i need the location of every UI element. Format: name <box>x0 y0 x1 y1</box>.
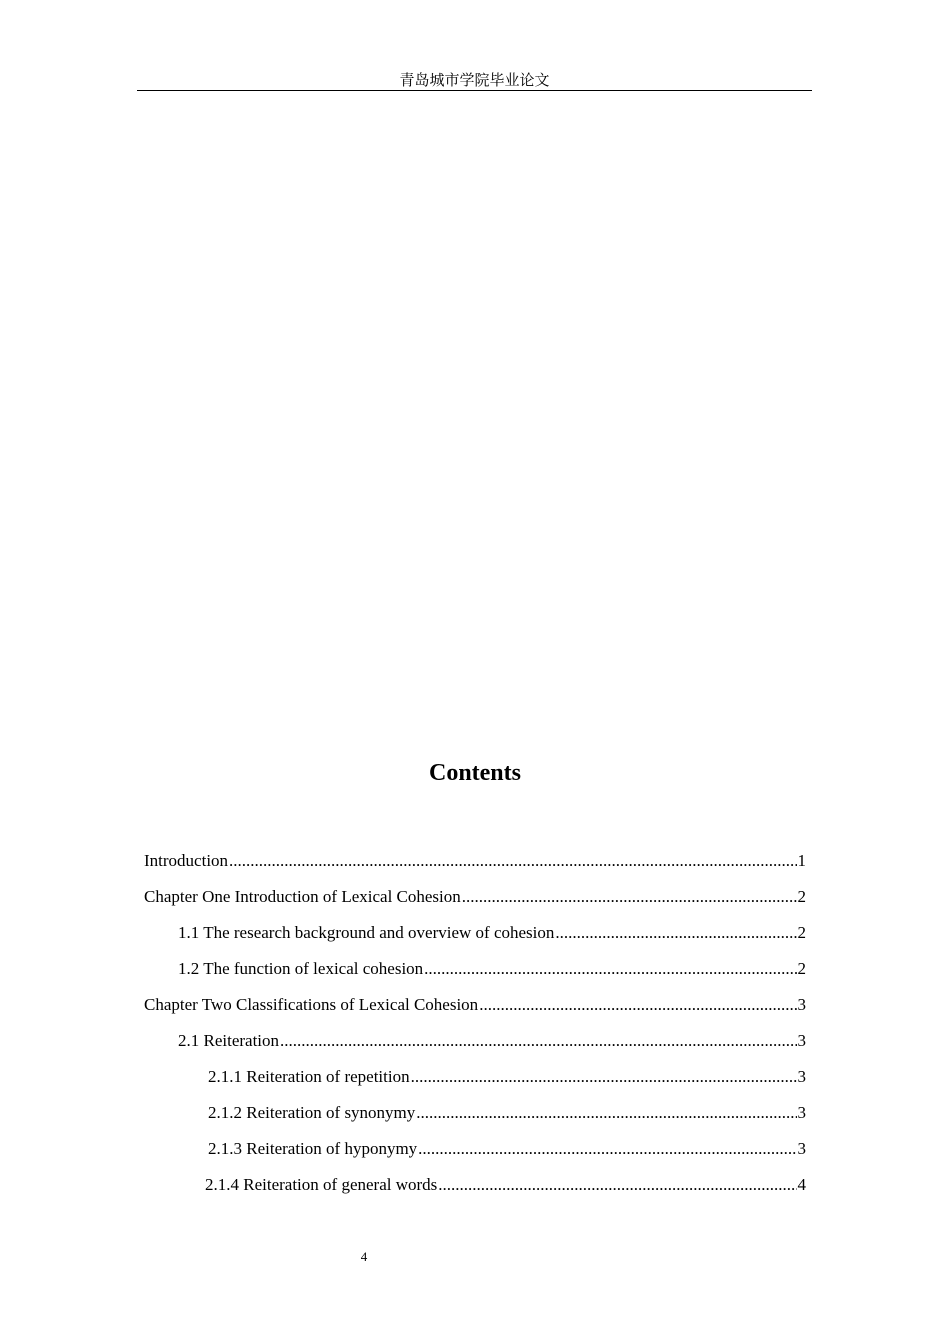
toc-entry-2-1-1[interactable] <box>144 1059 806 1095</box>
toc-leader-dots <box>411 1059 797 1095</box>
page-number: 4 <box>360 1249 368 1264</box>
toc-entry-page: 3 <box>797 1067 806 1086</box>
toc-entry-page: 1 <box>797 851 806 870</box>
toc-entry-introduction[interactable] <box>144 843 806 879</box>
toc-entry-text: 2.1.2 Reiteration of synonymy <box>208 1103 416 1122</box>
toc-entry-text: 1.2 The function of lexical cohesion <box>178 959 424 978</box>
toc-entry-text: 2.1 Reiteration <box>178 1031 280 1050</box>
toc-entry-page: 2 <box>797 887 806 906</box>
page-header <box>137 70 812 91</box>
toc-entry-page: 4 <box>797 1175 806 1194</box>
toc-leader-dots <box>555 915 796 951</box>
toc-leader-dots <box>438 1167 796 1203</box>
toc-entry-page: 2 <box>797 923 806 942</box>
toc-entry-chapter-two[interactable] <box>144 987 806 1023</box>
table-of-contents <box>144 843 806 1203</box>
header-title: 青岛城市学院毕业论文 <box>399 71 550 89</box>
toc-entry-chapter-one[interactable] <box>144 879 806 915</box>
toc-entry-text: 2.1.3 Reiteration of hyponymy <box>208 1139 418 1158</box>
toc-entry-text: Chapter Two Classifications of Lexical Cohesion <box>144 995 479 1014</box>
toc-entry-page: 3 <box>797 995 806 1014</box>
toc-leader-dots <box>280 1023 796 1059</box>
toc-leader-dots <box>462 879 797 915</box>
toc-entry-2-1-2[interactable] <box>144 1095 806 1131</box>
toc-title: Contents <box>428 760 521 786</box>
toc-entry-text: 2.1.4 Reiteration of general words <box>205 1175 438 1194</box>
toc-entry-page: 3 <box>797 1139 806 1158</box>
toc-entry-2-1[interactable] <box>144 1023 806 1059</box>
toc-leader-dots <box>424 951 796 987</box>
toc-leader-dots <box>229 843 796 879</box>
toc-entry-text: 1.1 The research background and overview of cohesion <box>178 923 555 942</box>
toc-entry-1-2[interactable] <box>144 951 806 987</box>
toc-entry-2-1-3[interactable] <box>144 1131 806 1167</box>
toc-entry-text: 2.1.1 Reiteration of repetition <box>208 1067 410 1086</box>
toc-leader-dots <box>416 1095 796 1131</box>
toc-entry-1-1[interactable] <box>144 915 806 951</box>
toc-entry-2-1-4[interactable] <box>144 1167 806 1203</box>
toc-entry-page: 2 <box>797 959 806 978</box>
toc-leader-dots <box>479 987 796 1023</box>
toc-entry-page: 3 <box>797 1103 806 1122</box>
toc-leader-dots <box>418 1131 796 1167</box>
toc-entry-page: 3 <box>797 1031 806 1050</box>
toc-entry-text: Chapter One Introduction of Lexical Cohesion <box>144 887 461 906</box>
toc-entry-text: Introduction <box>144 851 229 870</box>
